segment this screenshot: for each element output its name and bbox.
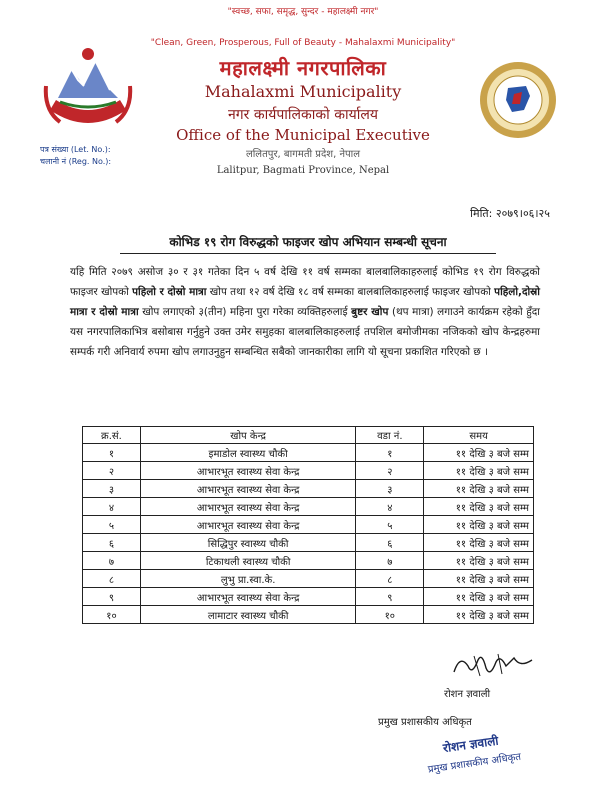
- body-text-2: खोप तथा १२ वर्ष देखि १८ वर्ष सम्मका बालबालिकाहरुलाई फाइजर खोपको: [206, 286, 495, 298]
- ward-cell: ७: [356, 552, 424, 570]
- table-row: [83, 444, 534, 462]
- table-row: [83, 534, 534, 552]
- center-cell: टिकाथली स्वास्थ्य चौकी: [140, 552, 355, 570]
- registration-number-label: चलानी नं (Reg. No.):: [40, 157, 112, 166]
- ward-cell: ५: [356, 516, 424, 534]
- ward-cell: ४: [356, 498, 424, 516]
- serial-cell: ५: [83, 516, 141, 534]
- ward-cell: ८: [356, 570, 424, 588]
- serial-cell: ७: [83, 552, 141, 570]
- time-cell: ११ देखि ३ बजे सम्म: [424, 444, 534, 462]
- notice-body: [70, 262, 540, 362]
- location-english: Lalitpur, Bagmati Province, Nepal: [216, 165, 390, 176]
- office-name-english: Office of the Municipal Executive: [176, 126, 430, 144]
- body-bold-1: पहिलो र दोस्रो मात्रा: [132, 286, 207, 298]
- time-cell: ११ देखि ३ बजे सम्म: [424, 606, 534, 624]
- center-cell: आभारभूत स्वास्थ्य सेवा केन्द्र: [140, 498, 355, 516]
- table-row: [83, 588, 534, 606]
- organization-name-nepali: महालक्ष्मी नगरपालिका: [219, 56, 387, 80]
- center-cell: लुभु प्रा.स्वा.के.: [140, 570, 355, 588]
- municipality-seal-icon: [478, 60, 558, 140]
- slogan-nepali: "स्वच्छ, सफा, समृद्ध, सुन्दर - महालक्ष्मी नगर": [227, 7, 379, 17]
- stamp-title: प्रमुख प्रशासकीय अधिकृत: [427, 751, 522, 776]
- stamp-name: रोशन ज्ञवाली: [442, 733, 500, 756]
- serial-cell: १०: [83, 606, 141, 624]
- table-row: [83, 570, 534, 588]
- notice-date: मिति: २०७९।०६।२५: [470, 207, 550, 220]
- header-center: खोप केन्द्र: [140, 427, 355, 444]
- table-row: [83, 480, 534, 498]
- serial-cell: ८: [83, 570, 141, 588]
- location-nepali: ललितपुर, बागमती प्रदेश, नेपाल: [245, 149, 361, 160]
- notice-title: कोभिड १९ रोग विरुद्धको फाइजर खोप अभियान सम्बन्धी सूचना: [120, 233, 496, 254]
- center-cell: आभारभूत स्वास्थ्य सेवा केन्द्र: [140, 516, 355, 534]
- vaccination-centers-table: [82, 426, 534, 624]
- table-row: [83, 498, 534, 516]
- table-row: [83, 552, 534, 570]
- table-row: [83, 516, 534, 534]
- signer-name: रोशन ज्ञवाली: [444, 689, 491, 700]
- office-name-nepali: नगर कार्यपालिकाको कार्यालय: [228, 107, 378, 123]
- ward-cell: २: [356, 462, 424, 480]
- header-ward: वडा नं.: [356, 427, 424, 444]
- time-cell: ११ देखि ३ बजे सम्म: [424, 462, 534, 480]
- header-time: समय: [424, 427, 534, 444]
- signer-title: प्रमुख प्रशासकीय अधिकृत: [378, 717, 472, 728]
- ward-cell: १: [356, 444, 424, 462]
- body-text-1: यहि मिति २०७९ असोज ३० र ३१ गतेका दिन ५ वर्ष देखि ११ वर्ष सम्मका बालबालिकाहरुलाई कोभिड १९ रोग विरुद्धको फाइजर खोपको: [70, 266, 540, 298]
- table-header-row: [83, 427, 534, 444]
- organization-name-english: Mahalaxmi Municipality: [204, 82, 402, 101]
- body-bold-3: बुष्टर खोप: [351, 306, 389, 318]
- serial-cell: ६: [83, 534, 141, 552]
- center-cell: इमाडोल स्वास्थ्य चौकी: [140, 444, 355, 462]
- letter-number-label: पत्र संख्या (Let. No.):: [40, 145, 111, 154]
- ward-cell: ६: [356, 534, 424, 552]
- handwritten-signature: [448, 648, 538, 682]
- serial-cell: १: [83, 444, 141, 462]
- serial-cell: २: [83, 462, 141, 480]
- time-cell: ११ देखि ३ बजे सम्म: [424, 552, 534, 570]
- serial-cell: ४: [83, 498, 141, 516]
- serial-cell: ३: [83, 480, 141, 498]
- center-cell: आभारभूत स्वास्थ्य सेवा केन्द्र: [140, 588, 355, 606]
- time-cell: ११ देखि ३ बजे सम्म: [424, 534, 534, 552]
- ward-cell: ३: [356, 480, 424, 498]
- center-cell: लामाटार स्वास्थ्य चौकी: [140, 606, 355, 624]
- header-serial: क्र.सं.: [83, 427, 141, 444]
- time-cell: ११ देखि ३ बजे सम्म: [424, 480, 534, 498]
- body-text-3: खोप लगाएको ३(तीन) महिना पुरा गरेका व्यक्तिहरुलाई: [138, 306, 352, 318]
- ward-cell: १०: [356, 606, 424, 624]
- ward-cell: ९: [356, 588, 424, 606]
- center-cell: आभारभूत स्वास्थ्य सेवा केन्द्र: [140, 480, 355, 498]
- time-cell: ११ देखि ३ बजे सम्म: [424, 498, 534, 516]
- center-cell: सिद्धिपुर स्वास्थ्य चौकी: [140, 534, 355, 552]
- time-cell: ११ देखि ३ बजे सम्म: [424, 516, 534, 534]
- center-cell: आभारभूत स्वास्थ्य सेवा केन्द्र: [140, 462, 355, 480]
- slogan-english: "Clean, Green, Prosperous, Full of Beauty - Mahalaxmi Municipality": [150, 38, 456, 48]
- table-row: [83, 462, 534, 480]
- body-text-4: (थप मात्रा) लगाउने कार्यक्रम रहेको हुँदा यस नगरपालिकाभित्र बसोबास गर्नुहुने उक्त उमेर समुहका बालबालिकाहरुलाई तपशिल बमोजीमका नजिकको खोप केन्द्रहरुमा सम्पर्क गरी अनिवार्य रुपमा खोप लगाउनुहुन सम्बन्धित सबैको जानकारीका लागि यो सूचना प्रकाशित गरिएको छ ।: [70, 306, 541, 358]
- body-bold-2: पहिलो,दोस्रो मात्रा र दोस्रो मात्रा: [70, 286, 540, 318]
- time-cell: ११ देखि ३ बजे सम्म: [424, 570, 534, 588]
- table-row: [83, 606, 534, 624]
- time-cell: ११ देखि ३ बजे सम्म: [424, 588, 534, 606]
- serial-cell: ९: [83, 588, 141, 606]
